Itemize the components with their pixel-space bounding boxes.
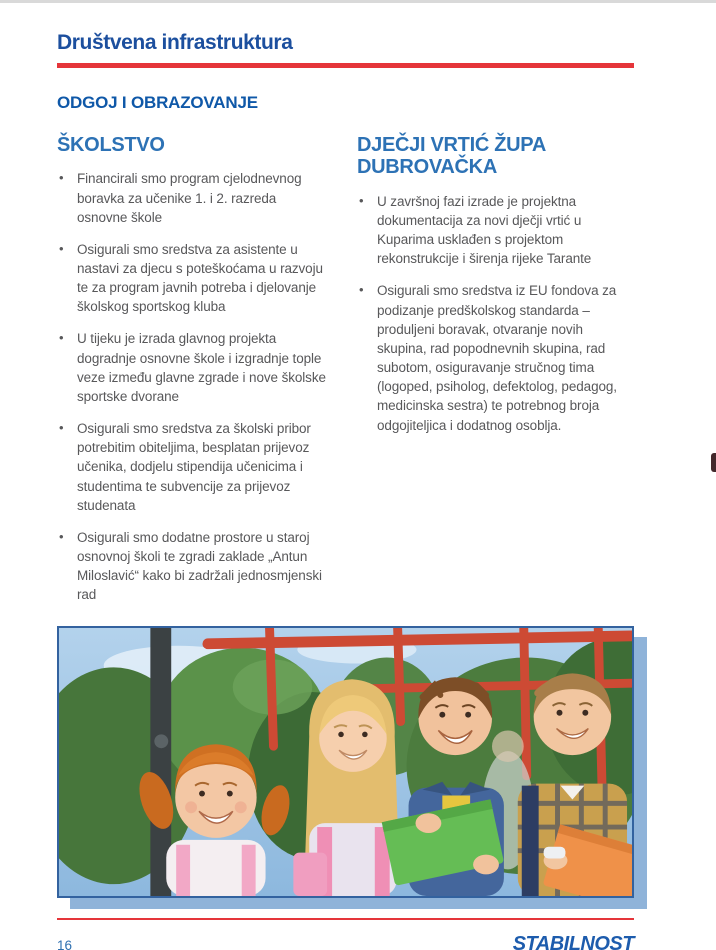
list-item: • Financirali smo program cjelodnevnog boravka za učenike 1. i 2. razreda osnovne škole: [57, 169, 329, 226]
red-footer-rule: [57, 918, 634, 920]
list-item: • U tijeku je izrada glavnog projekta dogradnje osnovne škole i izgradnje tople veze između glavne zgrade i nove školske sportske dvorane: [57, 329, 329, 406]
list-item: • U završnoj fazi izrade je projektna dokumentacija za novi dječji vrtić u Kuparima usklađen s projektom rekonstrukcije i širenja rijeke Tarante: [357, 192, 634, 269]
column-schools: [57, 134, 329, 618]
column-kindergarten: [357, 134, 634, 618]
brand-wordmark: STABILNOST: [512, 932, 634, 950]
bullet-list-kindergarten: [357, 192, 634, 435]
page-title: Društvena infrastruktura: [57, 31, 293, 54]
heading-skolstvo: ŠKOLSTVO: [57, 134, 165, 156]
page-number: 16: [57, 937, 73, 950]
list-item: • Osigurali smo dodatne prostore u staroj osnovnoj školi te zgradi zaklade „Antun Miloslavić“ kako bi zadržali jednosmjenski rad: [57, 528, 329, 605]
list-item: • Osigurali smo sredstva za asistente u nastavi za djecu s poteškoćama u razvoju te za program javnih potreba i djelovanje školskog sportskog kluba: [57, 240, 329, 317]
right-edge-mark: [711, 453, 716, 472]
heading-djecji-vrtic: DJEČJI VRTIĆ ŽUPA DUBROVAČKA: [357, 134, 546, 179]
two-column-layout: [57, 134, 634, 618]
list-item: • Osigurali smo sredstva iz EU fondova za podizanje predškolskog standarda – produljeni boravak, otvaranje novih skupina, rad popodnevnih skupina, rad subotom, osiguravanje stručnog tima (logoped, psiholog, defektolog, pedagog, medicinska sestra) te potrebnog broja odgojiteljica i dodatnog osoblja.: [357, 281, 634, 434]
page-footer: [57, 933, 634, 950]
photo-illustration: [59, 628, 632, 896]
bullet-list-schools: [57, 169, 329, 604]
photo-children-playground: [57, 626, 634, 898]
list-item: • Osigurali smo sredstva za školski pribor potrebitim obiteljima, besplatan prijevoz učenika, dodjelu stipendija učenicima i studentima te subvencije za prijevoz studenata: [57, 419, 329, 515]
red-title-rule: [57, 63, 634, 68]
section-title: ODGOJ I OBRAZOVANJE: [57, 93, 258, 112]
photo-block: [57, 626, 634, 898]
